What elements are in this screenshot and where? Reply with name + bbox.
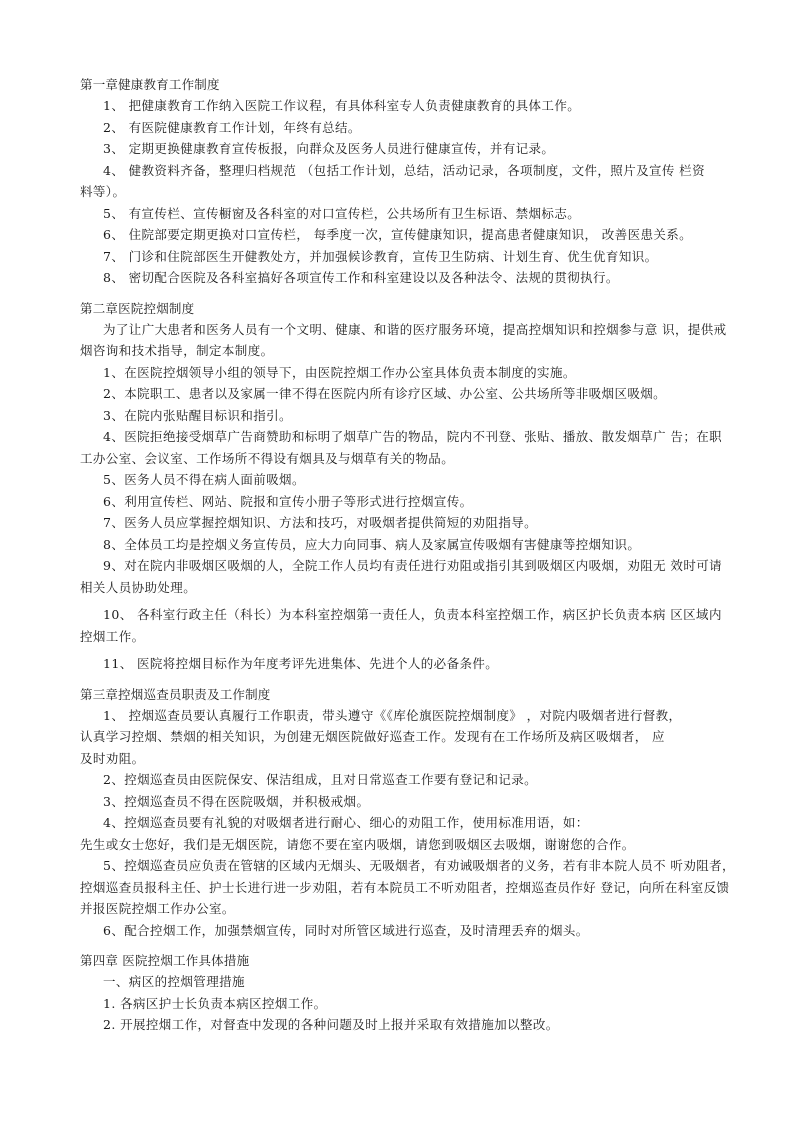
chapter-3-item-6: 6、配合控烟工作，加强禁烟宣传，同时对所管区域进行巡查，及时清理丢弃的烟头。 [103,922,589,938]
chapter-3-item-2: 2、控烟巡查员由医院保安、保洁组成，且对日常巡查工作要有登记和记录。 [103,772,538,787]
chapter-3-item-5-cont2: 并报医院控烟工作办公室。 [80,901,235,916]
chapter-2-item-10: 10、 各科室行政主任（科长）为本科室控烟第一责任人，负责本科室控烟工作，病区护长负责本病 区区域内 [103,607,722,622]
chapter-3-item-5-cont: 控烟巡查员报科主任、护士长进行进一步劝阻，若有本院员工不听劝阻者，控烟巡查员作好 登记，向所在科室反馈 [80,879,730,895]
chapter-4-item-2: 2. 开展控烟工作，对督查中发现的各种问题及时上报并采取有效措施加以整改。 [103,1017,559,1032]
chapter-1-item-6: 6、 住院部要定期更换对口宣传栏， 每季度一次，宣传健康知识，提高患者健康知识， 改善医患关系。 [103,227,693,242]
chapter-3 [80,685,735,942]
chapter-2-item-9-cont: 相关人员协助处理。 [80,579,197,595]
chapter-4 [80,951,720,1036]
document-page [80,75,735,1046]
chapter-3-item-4: 4、控烟巡查员要有礼貌的对吸烟者进行耐心、细心的劝阻工作，使用标准用语，如： [103,815,589,830]
chapter-2-item-4: 4、医院拒绝接受烟草广告商赞助和标明了烟草广告的物品，院内不刊登、张贴、播放、散发烟草广 告；在职 [103,429,723,444]
chapter-2-intro-cont: 烟咨询和技术指导，制定本制度。 [80,343,274,358]
chapter-1-title: 第一章健康教育工作制度 [80,77,220,92]
chapter-2-item-10-cont: 控烟工作。 [80,628,145,644]
chapter-2-item-1: 1、在医院控烟领导小组的领导下，由医院控烟工作办公室具体负责本制度的实施。 [103,364,576,380]
chapter-1-item-8: 8、 密切配合医院及各科室搞好各项宣传工作和科室建设以及各种法令、法规的贯彻执行。 [103,270,619,285]
chapter-1-item-4: 4、 健教资料齐备，整理归档规范 （包括工作计划，总结，活动记录，各项制度，文件，照片及宣传 栏资 [103,162,705,178]
chapter-3-title: 第三章控烟巡查员职责及工作制度 [80,686,271,702]
chapter-2-item-4-cont: 工办公室、会议室、工作场所不得设有烟具及与烟草有关的物品。 [80,450,455,466]
chapter-3-item-1: 1、 控烟巡查员要认真履行工作职责，带头遵守《《库伦旗医院控烟制度》 ，对院内吸烟者进行督教， [103,707,682,723]
chapter-2-item-3: 3、在院内张贴醒目标识和指引。 [103,407,292,423]
chapter-3-item-1-cont2: 及时劝阻。 [80,750,145,766]
chapter-2-item-7: 7、医务人员应掌握控烟知识、方法和技巧，对吸烟者提供简短的劝阻指导。 [103,515,538,530]
chapter-2-intro: 为了让广大患者和医务人员有一个文明、健康、和谐的医疗服务环境，提高控烟知识和控烟参与意 识，提供戒 [103,321,727,337]
chapter-3-item-4-example: 先生或女士您好，我们是无烟医院，请您不要在室内吸烟，请您到吸烟区去吸烟，谢谢您的合作。 [80,836,635,852]
chapter-2-item-11: 11、 医院将控烟目标作为年度考评先进集体、先进个人的必备条件。 [103,656,499,671]
chapter-2 [80,299,727,675]
chapter-1-item-7: 7、 门诊和住院部医生开健教处方，并加强候诊教育，宣传卫生防病、计划生育、优生优育知识。 [103,248,658,264]
chapter-1 [80,75,720,289]
chapter-2-item-9: 9、对在院内非吸烟区吸烟的人，全院工作人员均有责任进行劝阻或指引其到吸烟区内吸烟，劝阻无 效时可请 [103,558,723,573]
chapter-4-title: 第四章 医院控烟工作具体措施 [80,953,250,968]
chapter-2-item-2: 2、本院职工、患者以及家属一律不得在医院内所有诊疗区域、办公室、公共场所等非吸烟区吸烟。 [103,386,667,401]
chapter-4-item-1: 1. 各病区护士长负责本病区控烟工作。 [103,995,327,1011]
chapter-3-item-5: 5、控烟巡查员应负责在管辖的区域内无烟头、无吸烟者，有劝诫吸烟者的义务，若有非本院人员不 听劝阻者， [103,858,735,873]
chapter-1-item-3: 3、 定期更换健康教育宣传板报，向群众及医务人员进行健康宣传，并有记录。 [103,141,555,156]
chapter-2-item-8: 8、全体员工均是控烟义务宣传员，应大力向同事、病人及家属宣传吸烟有害健康等控烟知识。 [103,536,641,552]
chapter-4-subtitle: 一、病区的控烟管理措施 [103,974,245,989]
chapter-1-item-2: 2、 有医院健康教育工作计划，年终有总结。 [103,119,361,135]
chapter-1-item-1: 1、 把健康教育工作纳入医院工作议程，有具体科室专人负责健康教育的具体工作。 [103,98,581,113]
chapter-1-item-5: 5、 有宣传栏、宣传橱窗及各科室的对口宣传栏，公共场所有卫生标语、禁烟标志。 [103,205,581,221]
chapter-3-item-1-cont: 认真学习控烟、禁烟的相关知识，为创建无烟医院做好巡查工作。发现有在工作场所及病区吸烟者， 应 [80,729,665,744]
chapter-3-item-3: 3、控烟巡查员不得在医院吸烟，并积极戒烟。 [103,793,370,809]
chapter-2-item-6: 6、利用宣传栏、网站、院报和宣传小册子等形式进行控烟宣传。 [103,493,473,509]
chapter-1-item-4-cont: 料等）。 [80,184,126,199]
chapter-2-item-5: 5、医务人员不得在病人面前吸烟。 [103,472,305,487]
chapter-2-title: 第二章医院控烟制度 [80,300,195,316]
